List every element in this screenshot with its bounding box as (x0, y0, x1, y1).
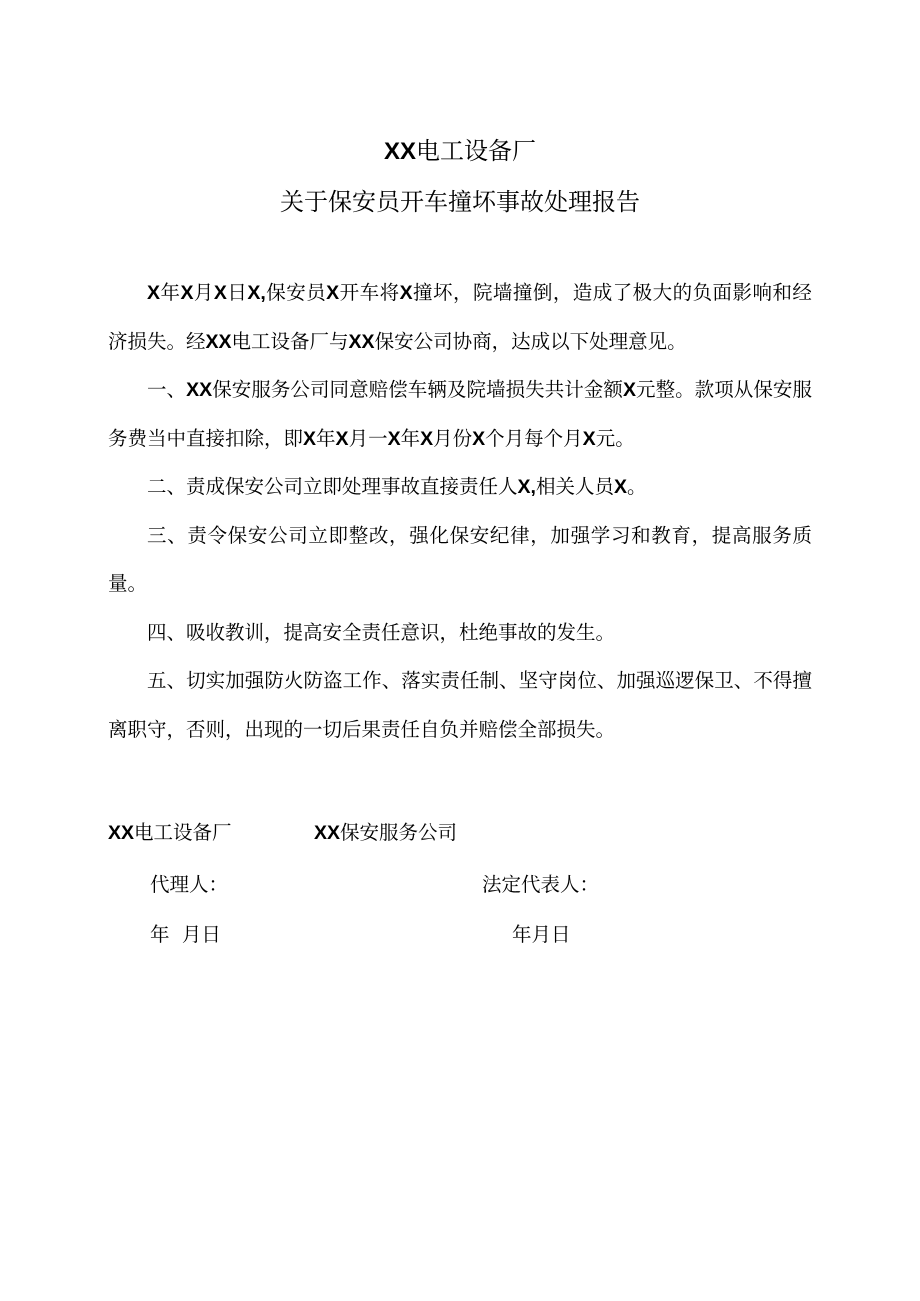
paragraph-item-3: 三、责令保安公司立即整改，强化保安纪律，加强学习和教育，提高服务质量。 (108, 523, 812, 595)
paragraph-item-4: 四、吸收教训，提高安全责任意识，杜绝事故的发生。 (147, 620, 616, 644)
title-line-1: XX电工设备厂 (383, 137, 536, 165)
title-line-2: 关于保安员开车撞坏事故处理报告 (280, 188, 640, 216)
signature-left-role: 代理人： (150, 873, 229, 896)
paragraph-item-5: 五、切实加强防火防盗工作、落实责任制、坚守岗位、加强巡逻保卫、不得擅离职守，否则，出现的一切后果责任自负并赔偿全部损失。 (108, 669, 812, 741)
signature-right-date: 年月日 (512, 923, 571, 946)
paragraph-item-1: 一、XX保安服务公司同意赔偿车辆及院墙损失共计金额X元整。款项从保安服务费当中直接扣除，即X年X月一X年X月份X个月每个月X元。 (108, 378, 812, 450)
signature-left-date: 年 月日 (150, 923, 221, 946)
signature-right-role: 法定代表人： (482, 873, 600, 896)
paragraph-intro: X年X月X日X,保安员X开车将X撞坏，院墙撞倒，造成了极大的负面影响和经济损失。经XX电工设备厂与XX保安公司协商，达成以下处理意见。 (108, 281, 812, 353)
signature-right-org: XX保安服务公司 (314, 821, 458, 844)
paragraph-item-2: 二、责成保安公司立即处理事故直接责任人X,相关人员X。 (147, 475, 647, 498)
report-body (108, 269, 812, 754)
signature-left-org: XX电工设备厂 (108, 821, 232, 844)
